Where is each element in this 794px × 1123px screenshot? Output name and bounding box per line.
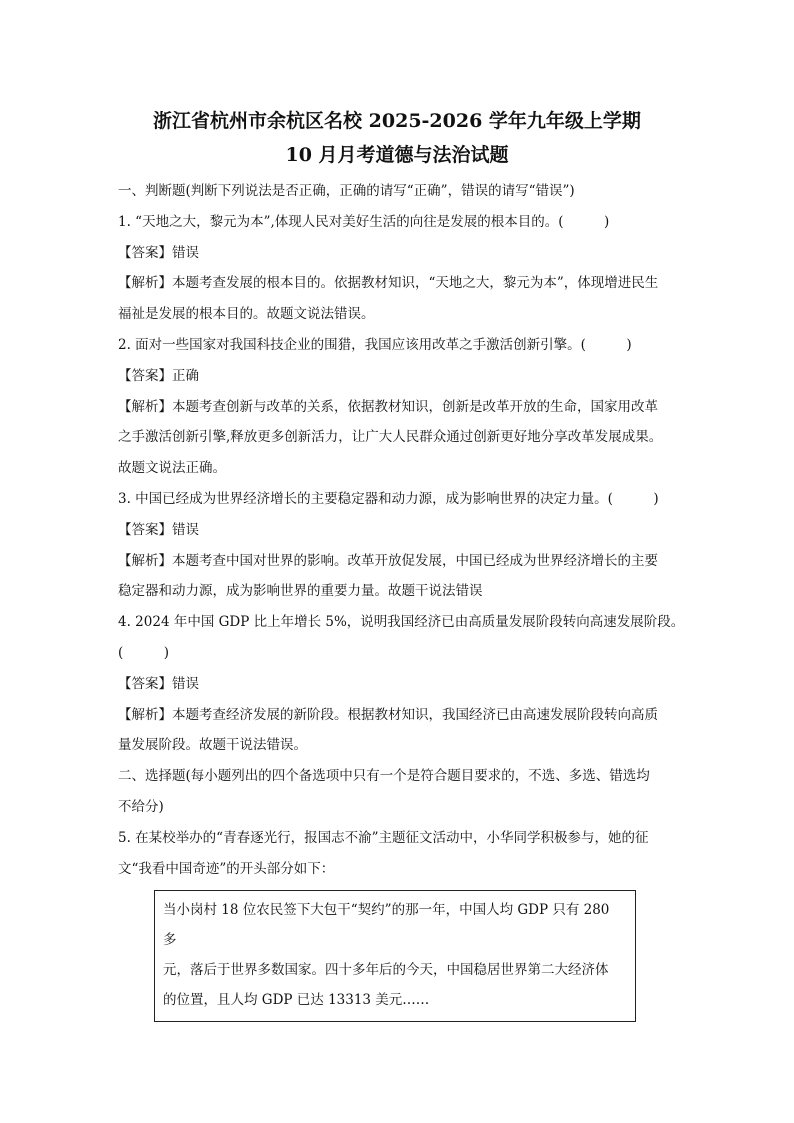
- section-heading-choice-line-1: 二、选择题(每小题列出的四个备选项中只有一个是符合题目要求的，不选、多选、错选均: [118, 768, 650, 785]
- analysis-3-line-2: 稳定器和动力源，成为影响世界的重要力量。故题干说法错误: [118, 583, 483, 600]
- analysis-1-line-1: 【解析】本题考查发展的根本目的。依据教材知识，“天地之大，黎元为本”，体现增进民生: [118, 275, 659, 292]
- analysis-4-line-2: 量发展阶段。故题干说法错误。: [118, 737, 307, 754]
- question-2: 2. 面对一些国家对我国科技企业的围猎，我国应该用改革之手激活创新引擎。( ): [118, 336, 632, 353]
- question-4-line-1: 4. 2024 年中国 GDP 比上年增长 5%，说明我国经济已由高质量发展阶段转向高速发展阶段。: [118, 614, 685, 631]
- question-1: 1. “天地之大，黎元为本”,体现人民对美好生活的向往是发展的根本目的。( ): [118, 213, 610, 230]
- section-heading-choice-line-2: 不给分): [118, 798, 164, 815]
- analysis-4-line-1: 【解析】本题考查经济发展的新阶段。根据教材知识，我国经济已由高速发展阶段转向高质: [118, 706, 658, 723]
- answer-2: 【答案】正确: [118, 367, 199, 384]
- answer-4: 【答案】错误: [118, 675, 199, 692]
- question-5-line-1: 5. 在某校举办的“青春逐光行，报国志不渝”主题征文活动中，小华同学积极参与，她的征: [118, 829, 649, 846]
- analysis-1-line-2: 福祉是发展的根本目的。故题文说法错误。: [118, 306, 375, 323]
- section-heading-judgement: 一、判断题(判断下列说法是否正确，正确的请写“正确”，错误的请写“错误”): [118, 183, 575, 199]
- answer-3: 【答案】错误: [118, 521, 199, 538]
- quote-line-2: 元，落后于世界多数国家。四十多年后的今天，中国稳居世界第二大经济体: [163, 962, 609, 979]
- question-5-line-2: 文“我看中国奇迹”的开头部分如下：: [118, 860, 335, 877]
- question-3: 3. 中国已经成为世界经济增长的主要稳定器和动力源，成为影响世界的决定力量。( ): [118, 490, 659, 507]
- page-title: 浙江省杭州市余杭区名校 2025-2026 学年九年级上学期: [153, 110, 641, 132]
- analysis-2-line-1: 【解析】本题考查创新与改革的关系，依据教材知识，创新是改革开放的生命，国家用改革: [118, 398, 658, 415]
- question-4-line-2: ( ): [118, 644, 170, 661]
- analysis-3-line-1: 【解析】本题考查中国对世界的影响。改革开放促发展，中国已经成为世界经济增长的主要: [118, 552, 658, 569]
- page-subtitle: 10 月月考道德与法治试题: [285, 144, 509, 166]
- quote-box: [154, 890, 636, 1022]
- analysis-2-line-2: 之手激活创新引擎,释放更多创新活力，让广大人民群众通过创新更好地分享改革发展成果。: [118, 429, 663, 446]
- analysis-2-line-3: 故题文说法正确。: [118, 460, 226, 477]
- quote-line-3: 的位置，且人均 GDP 已达 13313 美元……: [163, 992, 430, 1009]
- quote-line-1: 当小岗村 18 位农民签下大包干“契约”的那一年，中国人均 GDP 只有 280 多: [163, 902, 610, 949]
- answer-1: 【答案】错误: [118, 244, 199, 261]
